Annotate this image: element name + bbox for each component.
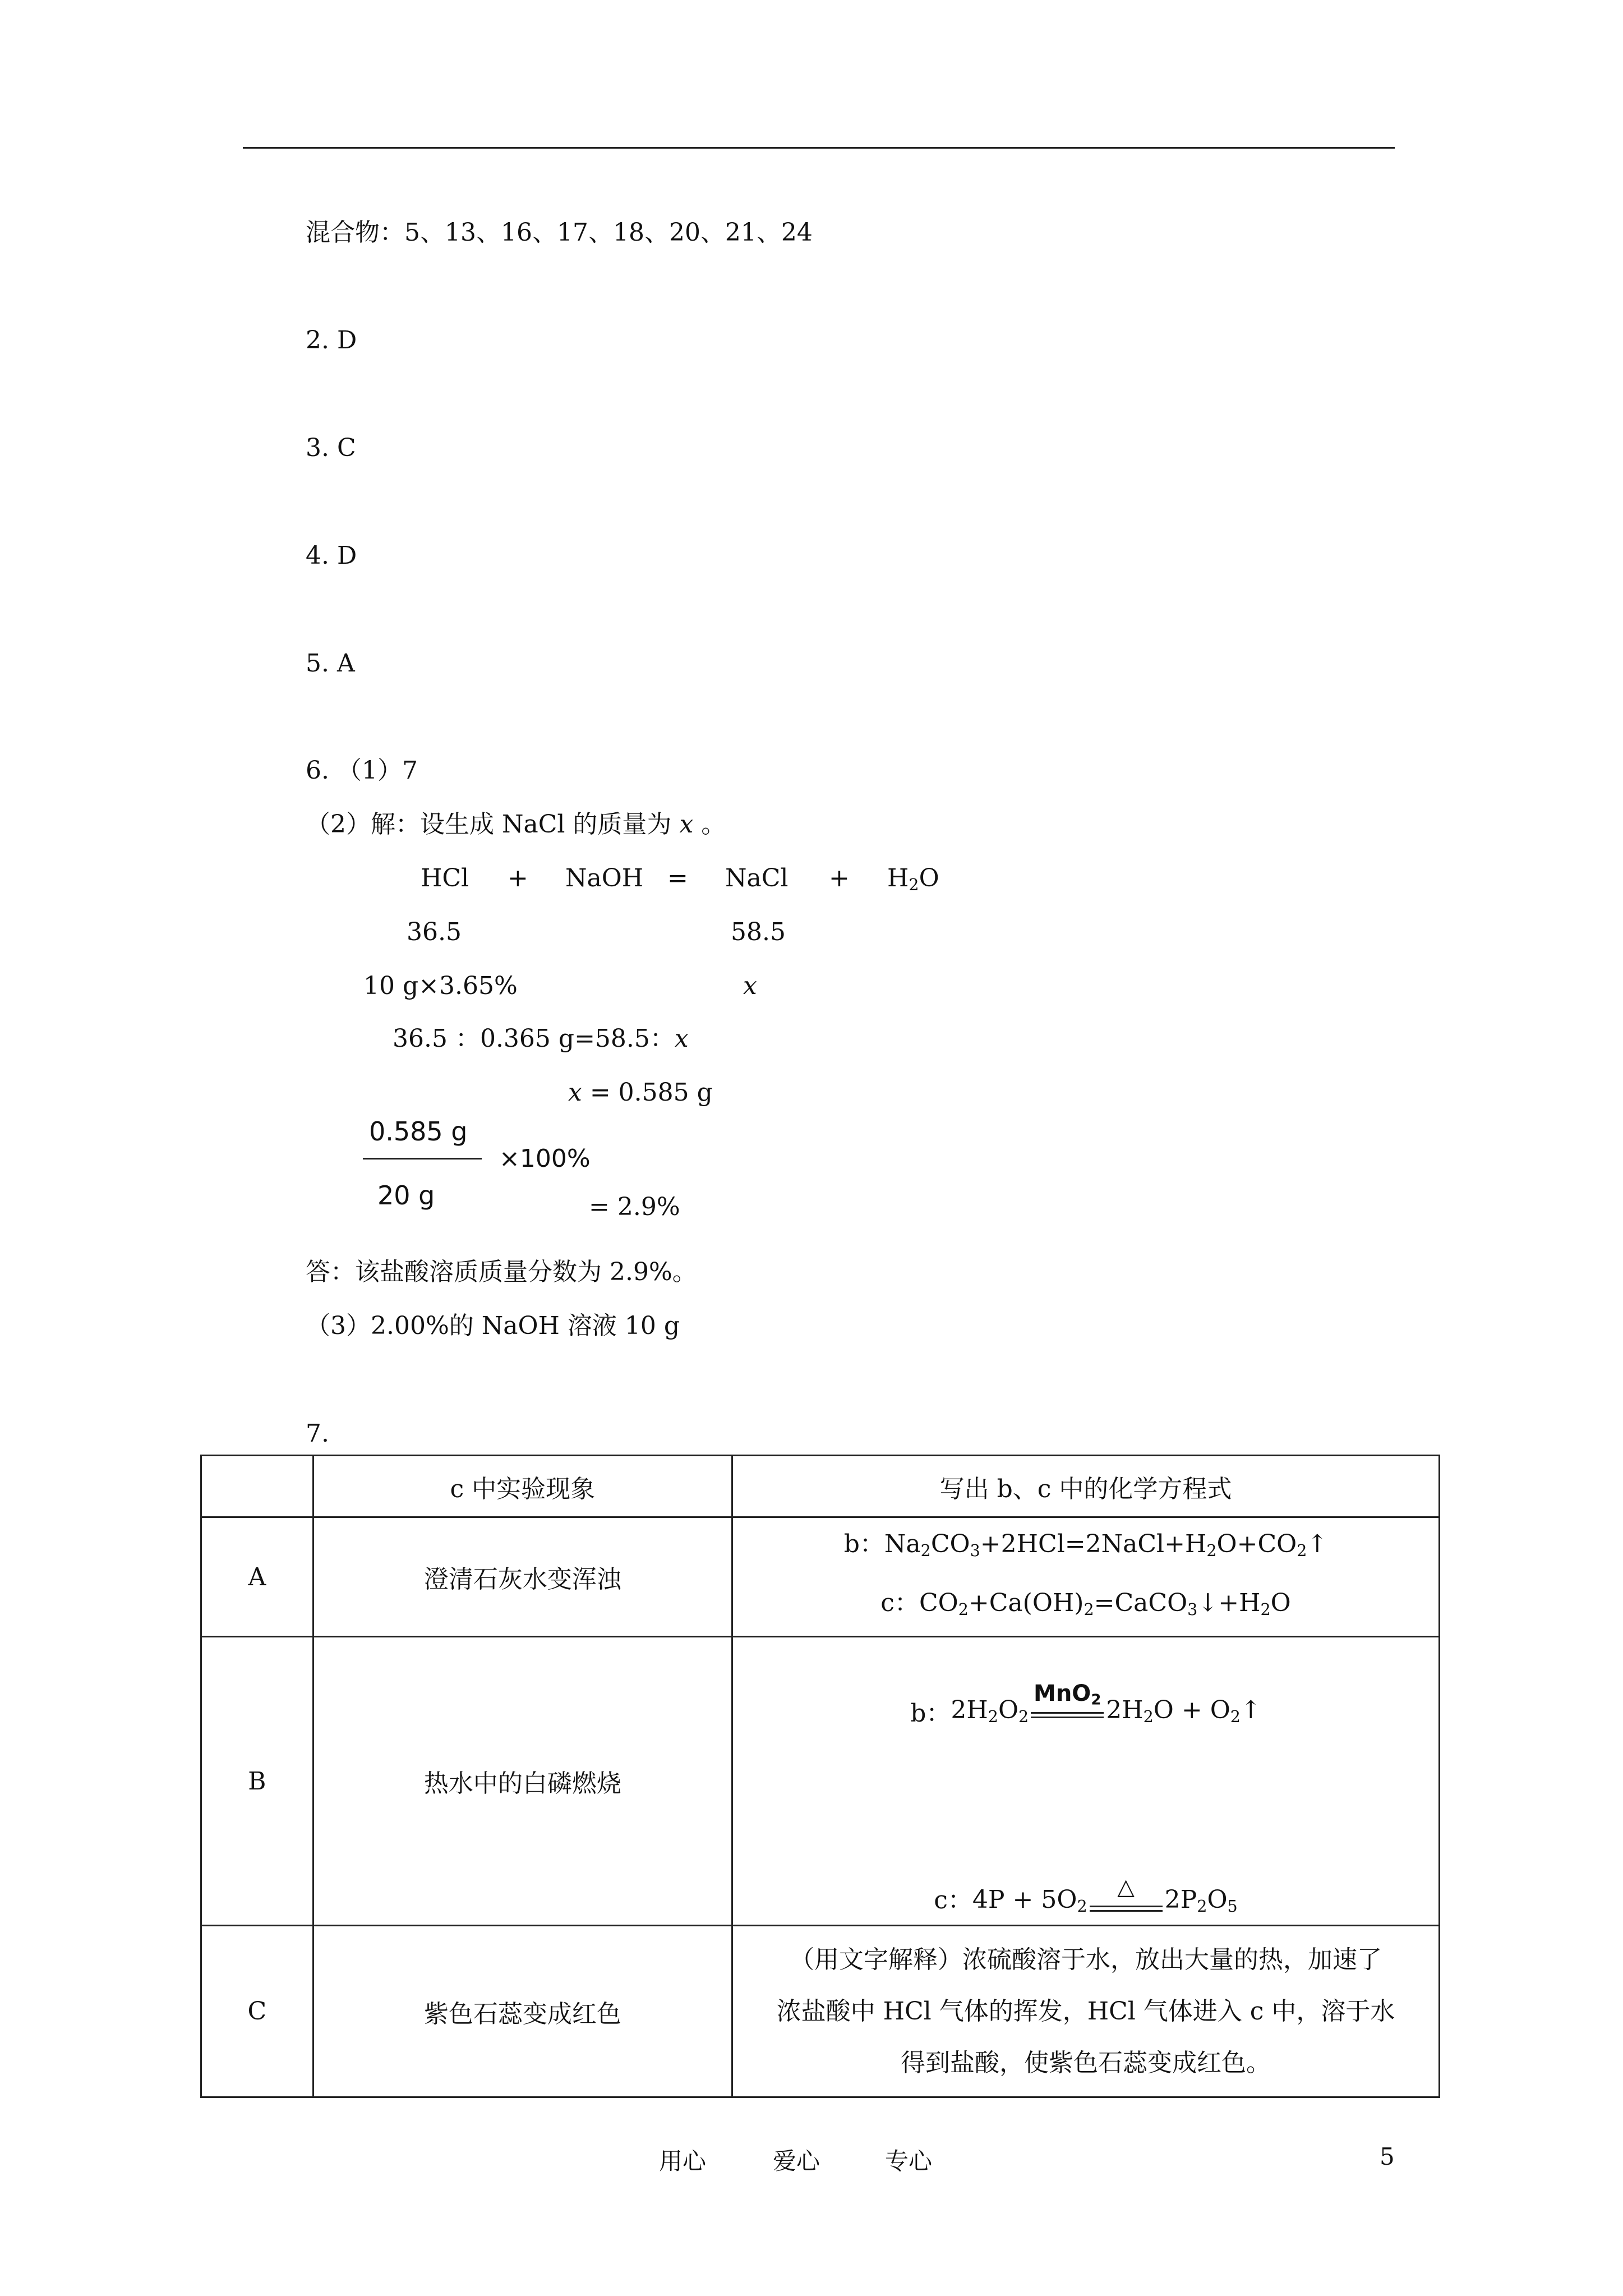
row-c-explanation-line-1: （用文字解释）浓硫酸溶于水，放出大量的热，加速了 — [790, 1945, 1382, 1974]
mass-hcl: 36.5 — [407, 918, 462, 946]
row-c-explanation-line-3: 得到盐酸，使紫色石蕊变成红色。 — [901, 2048, 1271, 2077]
fraction-bar — [363, 1158, 482, 1159]
eq-naoh: NaOH — [565, 864, 644, 892]
eq-h2o-o: O — [919, 864, 939, 892]
eq-h2o-h: H — [887, 864, 909, 892]
eq-nacl: NaCl — [725, 864, 789, 892]
page-number: 5 — [1380, 2143, 1395, 2170]
row-c-explanation — [732, 1926, 1440, 2097]
result-value: = 0.585 g — [589, 1078, 713, 1107]
mass-nacl: 58.5 — [731, 918, 786, 946]
experiment-table — [200, 1455, 1440, 2098]
mno2-sub: 2 — [1091, 1691, 1101, 1709]
answer-6-part1: 6. （1）7 — [306, 756, 418, 785]
fraction-multiplier: ×100% — [499, 1144, 591, 1173]
answer-4: 4. D — [306, 541, 357, 570]
eq-hcl: HCl — [421, 864, 469, 892]
row-a-label: A — [201, 1517, 313, 1637]
fraction-denominator: 20 g — [377, 1180, 435, 1211]
ratio-text: 36.5 ：0.365 g=58.5： — [393, 1024, 675, 1053]
footer-word-3: 专心 — [885, 2147, 933, 2175]
mno2-condition — [1031, 1681, 1104, 1709]
row-c-explanation-line-2: 浓盐酸中 HCl 气体的挥发，HCl 气体进入 c 中，溶于水 — [776, 1996, 1395, 2026]
heat-condition: △ — [1117, 1874, 1135, 1901]
row-a-eq-b: b：$Na_2CO_3+2HCl=2NaCl+H_2O+CO_2↑$ — [843, 1530, 1328, 1561]
eq-h2o — [887, 862, 939, 901]
table-header-blank — [201, 1456, 313, 1517]
table-header-phenomenon: c 中实验现象 — [313, 1456, 732, 1517]
answer-6-part2-end: 。 — [701, 810, 726, 839]
result-line — [568, 1076, 713, 1110]
eq-h2o-sub: 2 — [909, 875, 919, 895]
row-b-eq-b-prefix: b： — [910, 1699, 951, 1728]
answer-2: 2. D — [306, 326, 357, 355]
fraction-result: = 2.9% — [589, 1193, 680, 1221]
row-a-eq-c: c：$CO_2+Ca(OH)_2=CaCO_3↓+H_2O$ — [880, 1589, 1291, 1619]
row-b-eq-c-prefix: c： — [934, 1886, 972, 1915]
row-c-label: C — [201, 1926, 313, 2097]
row-b-label: B — [201, 1637, 313, 1926]
header-rule — [243, 147, 1395, 149]
ratio-x: x — [674, 1024, 689, 1053]
eq-equals: = — [667, 864, 688, 892]
row-b-phenomenon: 热水中的白磷燃烧 — [313, 1637, 732, 1926]
table-row-c — [201, 1926, 1440, 2097]
answer-5: 5. A — [306, 649, 355, 678]
answer-6-part2-var: x — [679, 810, 694, 839]
mixture-line: 混合物：5、13、16、17、18、20、21、24 — [306, 218, 813, 247]
ratio-line — [393, 1022, 689, 1056]
answer-6-part3: （3）2.00%的 NaOH 溶液 10 g — [306, 1312, 680, 1340]
answer-6-part2 — [306, 808, 726, 841]
given-quantity: 10 g×3.65% — [363, 972, 518, 1000]
question-7-label: 7. — [306, 1419, 329, 1448]
mno2-text: MnO — [1034, 1681, 1091, 1707]
answer-6-part2-text: （2）解：设生成 NaCl 的质量为 — [306, 810, 672, 839]
given-x: x — [743, 972, 757, 1000]
row-a-phenomenon: 澄清石灰水变浑浊 — [313, 1517, 732, 1637]
row-a-eq-b-prefix: b： — [843, 1530, 884, 1558]
table-row-a — [201, 1517, 1440, 1637]
eq-plus-2: + — [829, 864, 850, 892]
table-header-equations: 写出 b、c 中的化学方程式 — [732, 1456, 1440, 1517]
footer-word-1: 用心 — [659, 2147, 707, 2175]
row-a-eq-c-prefix: c： — [880, 1589, 919, 1618]
answer-3: 3. C — [306, 434, 356, 462]
result-x: x — [568, 1078, 582, 1107]
table-row-b — [201, 1637, 1440, 1926]
eq-plus-1: + — [508, 864, 528, 892]
mno2-condition-arrow — [1031, 1681, 1104, 1722]
fraction-numerator: 0.585 g — [369, 1116, 468, 1147]
row-b-eq-c: c： $4P + 5O_2$ △ $2P_2O_5$ — [934, 1874, 1238, 1916]
row-c-phenomenon: 紫色石蕊变成红色 — [313, 1926, 732, 2097]
table-header-row — [201, 1456, 1440, 1517]
row-b-eq-b: b： $2H_2O_2$ MnO$_2$ $2H_2O$ + $O_2↑$ — [910, 1681, 1261, 1728]
heat-condition-arrow — [1090, 1874, 1163, 1916]
footer-word-2: 爱心 — [773, 2147, 820, 2175]
row-a-equations — [732, 1517, 1440, 1637]
answer-conclusion: 答：该盐酸溶质质量分数为 2.9%。 — [306, 1258, 697, 1286]
row-b-equations — [732, 1637, 1440, 1926]
